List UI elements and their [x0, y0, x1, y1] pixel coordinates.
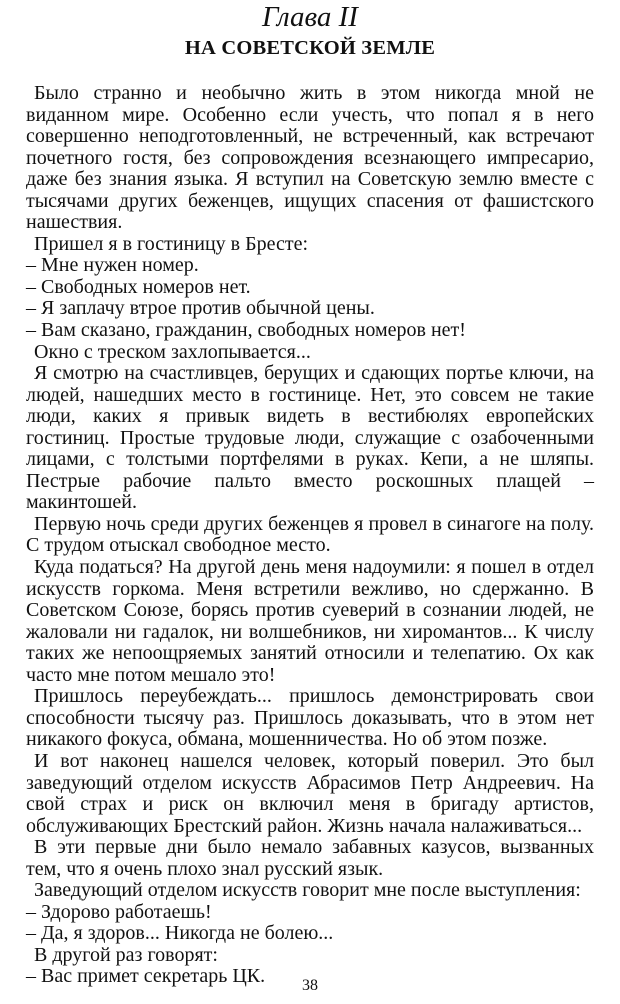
dialogue-line: – Вам сказано, гражданин, свободных номеров нет!	[26, 319, 466, 342]
dialogue-line: – Мне нужен номер.	[26, 254, 199, 277]
page-number: 38	[302, 977, 318, 994]
paragraph: Куда податься? На другой день меня надоумили: я пошел в отдел искусств горкома. Меня встретили вежливо, но сдержанно. В Советском Союзе, борясь против суеверий в сознании людей, не жаловали ни гадалок, ни волшебников, ни хиромантов... К числу таких же непоощряемых занятий относили и телепатию. Ох как часто мне потом мешало это!	[26, 556, 594, 686]
paragraph: Первую ночь среди других беженцев я провел в синагоге на полу. С трудом отыскал свободное место.	[26, 512, 594, 557]
paragraph: В эти первые дни было немало забавных казусов, вызванных тем, что я очень плохо знал русский язык.	[26, 836, 594, 880]
paragraph: Пришел я в гостиницу в Бресте:	[34, 232, 309, 255]
chapter-label: Глава II	[262, 1, 358, 33]
dialogue-line: – Свободных номеров нет.	[26, 275, 251, 298]
dialogue-line: – Я заплачу втрое против обычной цены.	[26, 297, 375, 320]
paragraph: Пришлось переубеждать... пришлось демонстрировать свои способности тысячу раз. Пришлось доказывать, что в этом нет никакого фокуса, обмана, мошенничества. Но об этом позже.	[26, 685, 594, 751]
chapter-title: НА СОВЕТСКОЙ ЗЕМЛЕ	[184, 37, 436, 59]
dialogue-line: – Здорово работаешь!	[26, 900, 212, 923]
paragraph: Я смотрю на счастливцев, берущих и сдающих портье ключи, на людей, нашедших место в гостинице. Нет, это совсем не такие люди, каких я привык видеть в вестибюлях европейских гостиниц. Простые трудовые люди, служащие с озабоченными лицами, с толстыми портфелями в руках. Кепи, а не шляпы. Пестрые рабочие пальто вместо роскошных плащей – макинтошей.	[26, 362, 594, 514]
paragraph: Было странно и необычно жить в этом никогда мной не виданном мире. Особенно если учесть, что попал я в него совершенно неподготовленный, не встреченный, как встречают почетного гостя, без сопровождения всезнающего импресарио, даже без знания языка. Я вступил на Советскую землю вместе с тысячами других беженцев, ищущих спасения от фашистского нашествия.	[26, 82, 594, 234]
paragraph: Заведующий отделом искусств говорит мне после выступления:	[34, 879, 581, 902]
dialogue-line: – Да, я здоров... Никогда не болею...	[26, 922, 334, 945]
paragraph: Окно с треском захлопывается...	[34, 340, 311, 363]
book-page	[26, 0, 594, 1004]
dialogue-line: – Вас примет секретарь ЦК.	[26, 965, 266, 988]
paragraph: В другой раз говорят:	[34, 943, 218, 966]
paragraph: И вот наконец нашелся человек, который поверил. Это был заведующий отделом искусств Абрасимов Петр Андреевич. На свой страх и риск он включил меня в бригаду артистов, обслуживающих Брестский район. Жизнь начала налаживаться...	[26, 749, 594, 837]
body-text	[26, 83, 594, 988]
